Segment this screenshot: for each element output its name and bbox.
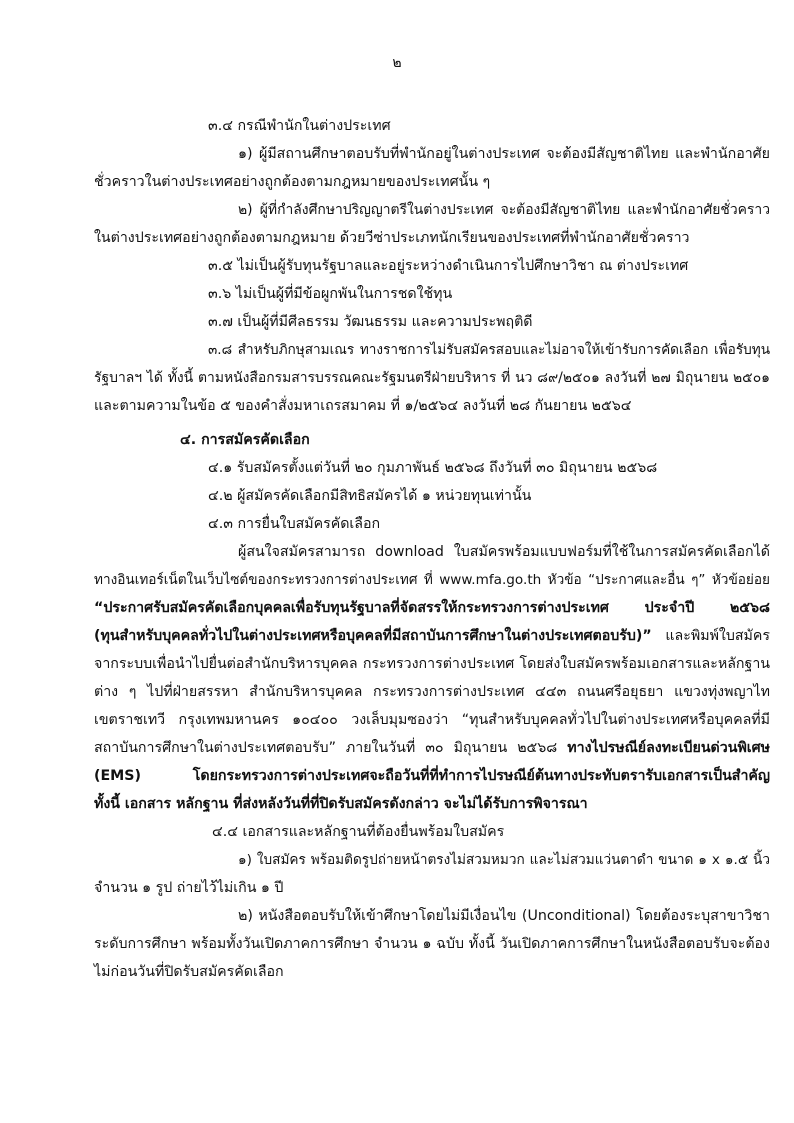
paragraph-line: ระดับการศึกษา พร้อมทั้งวันเปิดภาคการศึกษา จำนวน ๑ ฉบับ ทั้งนี้ วันเปิดภาคการศึกษาในหนังสือตอบรับจะต้อง	[94, 936, 770, 952]
page-number: ๒	[392, 55, 402, 71]
paragraph-line: จากระบบเพื่อนำไปยื่นต่อสำนักบริหารบุคคล กระทรวงการต่างประเทศ โดยส่งใบสมัครพร้อมเอกสารและหลักฐาน	[94, 656, 770, 672]
paragraph-line	[94, 734, 770, 762]
paragraph-line: ทางอินเทอร์เน็ตในเว็บไซต์ของกระทรวงการต่างประเทศ ที่ www.mfa.go.th หัวข้อ “ประกาศและอื่น ๆ” หัวข้อย่อย	[94, 572, 770, 588]
paragraph-line: (EMS) โดยกระทรวงการต่างประเทศจะถือวันที่ที่ทำการไปรษณีย์ต้นทางประทับตรารับเอกสารเป็นสำคัญ	[94, 768, 770, 784]
section-4-3: ๔.๓ การยื่นใบสมัครคัดเลือก	[208, 516, 381, 532]
paragraph-line: ในต่างประเทศอย่างถูกต้องตามกฎหมาย ด้วยวีซ่าประเภทนักเรียนของประเทศที่พำนักอาศัยชั่วคราว	[94, 230, 690, 246]
section-3-5: ๓.๕ ไม่เป็นผู้รับทุนรัฐบาลและอยู่ระหว่างดำเนินการไปศึกษาวิชา ณ ต่างประเทศ	[208, 258, 689, 274]
paragraph-line: “ประกาศรับสมัครคัดเลือกบุคคลเพื่อรับทุนรัฐบาลที่จัดสรรให้กระทรวงการต่างประเทศ ประจำปี ๒๕๖๘	[94, 600, 770, 616]
section-4-heading: ๔. การสมัครคัดเลือก	[180, 432, 310, 448]
section-4-2: ๔.๒ ผู้สมัครคัดเลือกมีสิทธิสมัครได้ ๑ หน่วยทุนเท่านั้น	[208, 488, 532, 504]
plain-text: สถาบันการศึกษาในต่างประเทศตอบรับ” ภายในวันที่ ๓๐ มิถุนายน ๒๕๖๘	[94, 740, 568, 756]
paragraph-line: เขตราชเทวี กรุงเทพมหานคร ๑๐๔๐๐ วงเล็บมุมซองว่า “ทุนสำหรับบุคคลทั่วไปในต่างประเทศหรือบุคคลที่มี	[94, 712, 770, 728]
paragraph-line: ๒) หนังสือตอบรับให้เข้าศึกษาโดยไม่มีเงื่อนไข (Unconditional) โดยต้องระบุสาขาวิชา	[238, 908, 770, 924]
section-3-4-heading: ๓.๔ กรณีพำนักในต่างประเทศ	[208, 118, 391, 134]
paragraph-line: ทั้งนี้ เอกสาร หลักฐาน ที่ส่งหลังวันที่ที่ปิดรับสมัครดังกล่าว จะไม่ได้รับการพิจารณา	[94, 796, 588, 812]
paragraph-line: ผู้สนใจสมัครสามารถ download ใบสมัครพร้อมแบบฟอร์มที่ใช้ในการสมัครคัดเลือกได้	[238, 544, 770, 560]
bold-text: (ทุนสำหรับบุคคลทั่วไปในต่างประเทศหรือบุคคลที่มีสถาบันการศึกษาในต่างประเทศตอบรับ)”	[94, 628, 652, 644]
paragraph-line: ไม่ก่อนวันที่ปิดรับสมัครคัดเลือก	[94, 964, 284, 980]
plain-text: และพิมพ์ใบสมัคร	[651, 628, 770, 644]
paragraph-line: ๒) ผู้ที่กำลังศึกษาปริญญาตรีในต่างประเทศ จะต้องมีสัญชาติไทย และพำนักอาศัยชั่วคราว	[238, 202, 770, 218]
section-4-1: ๔.๑ รับสมัครตั้งแต่วันที่ ๒๐ กุมภาพันธ์ ๒๕๖๘ ถึงวันที่ ๓๐ มิถุนายน ๒๕๖๘	[208, 460, 658, 476]
paragraph-line: จำนวน ๑ รูป ถ่ายไว้ไม่เกิน ๑ ปี	[94, 880, 284, 896]
paragraph-line: ๑) ใบสมัคร พร้อมติดรูปถ่ายหน้าตรงไม่สวมหมวก และไม่สวมแว่นตาดำ ขนาด ๑ x ๑.๕ นิ้ว	[238, 852, 770, 868]
paragraph-line	[94, 622, 770, 650]
paragraph-line: ๑) ผู้มีสถานศึกษาตอบรับที่พำนักอยู่ในต่างประเทศ จะต้องมีสัญชาติไทย และพำนักอาศัย	[238, 146, 770, 162]
paragraph-line: และตามความในข้อ ๕ ของคำสั่งมหาเถรสมาคม ที่ ๑/๒๕๖๔ ลงวันที่ ๒๘ กันยายน ๒๕๖๔	[94, 398, 632, 414]
section-3-7: ๓.๗ เป็นผู้ที่มีศีลธรรม วัฒนธรรม และความประพฤติดี	[208, 314, 533, 330]
paragraph-line: รัฐบาลฯ ได้ ทั้งนี้ ตามหนังสือกรมสารบรรณคณะรัฐมนตรีฝ่ายบริหาร ที่ นว ๘๙/๒๕๐๑ ลงวันที่ ๒๗ มิถุนายน ๒๕๐๑	[94, 370, 770, 386]
paragraph-line: ต่าง ๆ ไปที่ฝ่ายสรรหา สำนักบริหารบุคคล กระทรวงการต่างประเทศ ๔๔๓ ถนนศรีอยุธยา แขวงทุ่งพญาไท	[94, 684, 770, 700]
paragraph-line: ชั่วคราวในต่างประเทศอย่างถูกต้องตามกฎหมายของประเทศนั้น ๆ	[94, 174, 491, 190]
section-3-6: ๓.๖ ไม่เป็นผู้ที่มีข้อผูกพันในการชดใช้ทุน	[208, 286, 453, 302]
bold-text: ทางไปรษณีย์ลงทะเบียนด่วนพิเศษ	[567, 740, 770, 756]
section-3-8: ๓.๘ สำหรับภิกษุสามเณร ทางราชการไม่รับสมัครสอบและไม่อาจให้เข้ารับการคัดเลือก เพื่อรับทุน	[208, 342, 770, 358]
section-4-4: ๔.๔ เอกสารและหลักฐานที่ต้องยื่นพร้อมใบสมัคร	[212, 824, 505, 840]
